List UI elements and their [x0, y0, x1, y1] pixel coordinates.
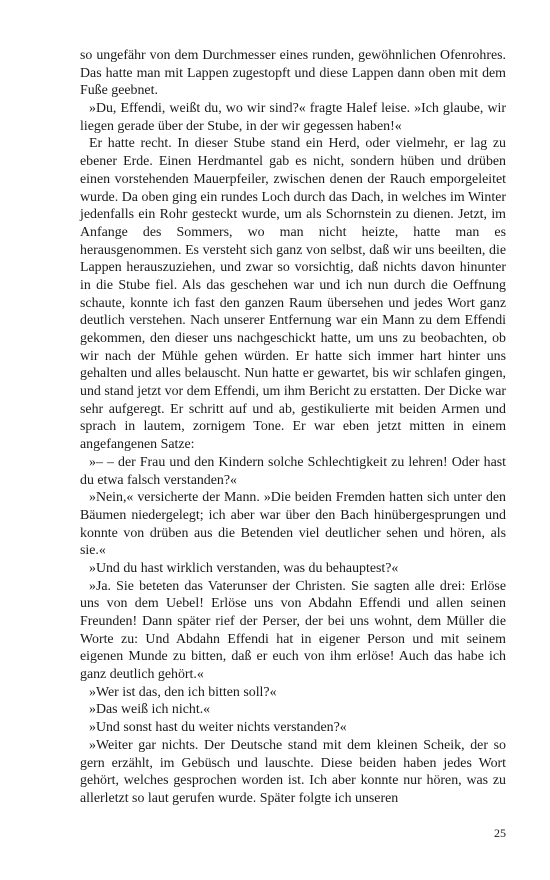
book-page-text	[80, 47, 506, 808]
paragraph: Er hatte recht. In dieser Stube stand ein Herd, oder vielmehr, er lag zu ebener Erde. Einen Herdmantel gab es nicht, sondern hüben und drüben einen vorstehenden Mauerpfeiler, zwischen denen der Rauch emporgeleitet wurde. Da oben ging ein rundes Loch durch das Dach, in welches im Winter jedenfalls ein Rohr gesteckt wurde, um als Schornstein zu dienen. Jetzt, im Anfange des Sommers, wo man nicht heizte, hatte man es herausgenommen. Es versteht sich ganz von selbst, daß wir uns beeilten, die Lappen herauszuziehen, und zwar so vorsichtig, daß nichts davon hinunter in die Stube fiel. Als das geschehen war und ich nun durch die Oeffnung schaute, konnte ich fast den ganzen Raum übersehen und jedes Wort ganz deutlich verstehen. Nach unserer Entfernung war ein Mann zu dem Effendi gekommen, den dieser uns nachgeschickt hatte, um uns zu beobachten, ob wir nach der Mühle gehen würden. Er hatte sich immer hart hinter uns gehalten und alles belauscht. Nun hatte er gewartet, bis wir schlafen gingen, und stand jetzt vor dem Effendi, um ihm Bericht zu erstatten. Der Dicke war sehr aufgeregt. Er schritt auf und ab, gestikulierte mit beiden Armen und sprach in lautem, zornigem Tone. Er war eben jetzt mitten in einem angefangenen Satze:	[80, 136, 506, 453]
paragraph: »Ja. Sie beteten das Vaterunser der Christen. Sie sagten alle drei: Erlöse uns von dem Uebel! Erlöse uns von Abdahn Effendi und allen seinen Freunden! Dann später rief der Perser, der bei uns wohnt, dem Müller die Worte zu: Und Abdahn Effendi hat in eigener Person und mit seinem eigenen Munde zu bitten, daß er euch von ihm erlöse! Auch das habe ich ganz deutlich gehört.«	[80, 578, 506, 683]
paragraph: »Du, Effendi, weißt du, wo wir sind?« fragte Halef leise. »Ich glaube, wir liegen gerade über der Stube, in der wir gegessen haben!«	[80, 101, 506, 134]
paragraph: »– – der Frau und den Kindern solche Schlechtigkeit zu lehren! Oder hast du etwa falsch verstanden?«	[80, 454, 506, 488]
page-number: 25	[494, 826, 506, 840]
paragraph: »Weiter gar nichts. Der Deutsche stand mit dem kleinen Scheik, der so gern erzählt, im Gebüsch und lauschte. Diese beiden haben jedes Wort gehört, welches gesprochen worden ist. Ich aber konnte nur hören, was zu allerletzt so laut gerufen wurde. Später folgte ich unseren	[80, 737, 506, 806]
paragraph: »Das weiß ich nicht.«	[89, 702, 211, 718]
paragraph: »Und sonst hast du weiter nichts verstanden?«	[89, 720, 347, 736]
paragraph: so ungefähr von dem Durchmesser eines runden, gewöhnlichen Ofenrohres. Das hatte man mit Lappen zugestopft und diese Lappen dann oben mit dem Fuße geebnet.	[80, 48, 506, 99]
paragraph: »Wer ist das, den ich bitten soll?«	[89, 684, 277, 700]
paragraph: »Nein,« versicherte der Mann. »Die beiden Fremden hatten sich unter den Bäumen niedergelegt; ich aber war über den Bach hinübergesprungen und konnte von drüben aus die Betenden viel deutlicher sehen und hören, als sie.«	[80, 490, 506, 559]
paragraph: »Und du hast wirklich verstanden, was du behauptest?«	[89, 560, 399, 576]
